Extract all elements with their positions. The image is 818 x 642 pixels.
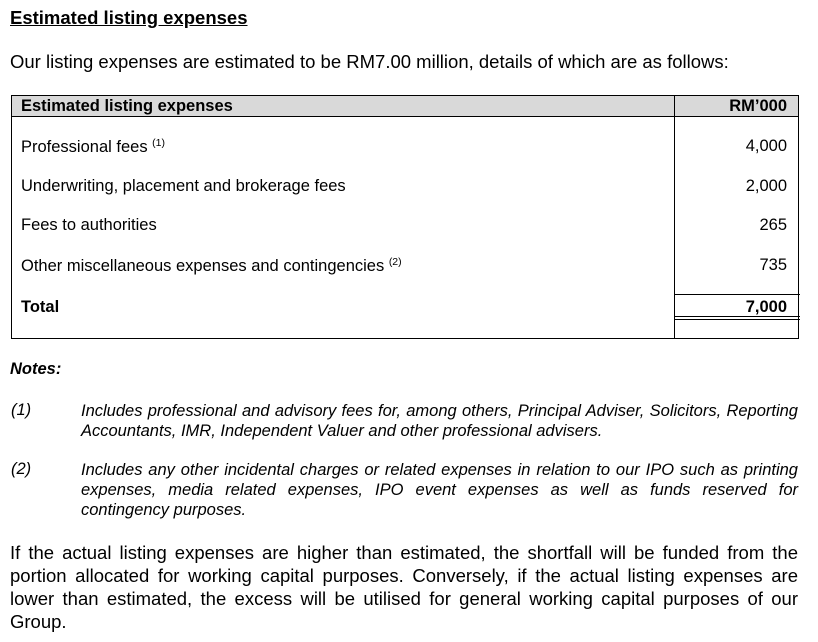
row-value: 735 <box>759 256 787 274</box>
note-ref: (1) <box>152 137 166 149</box>
row-value: 2,000 <box>745 177 787 195</box>
note-ref: (2) <box>388 256 402 268</box>
notes-title: Notes: <box>10 360 62 378</box>
total-label: Total <box>21 298 60 316</box>
note-text: Includes professional and advisory fees for, among others, Principal Adviser, Solicitors, Reporting Accountants, IMR, Independent Valuer and other professional advisers. <box>81 402 798 440</box>
total-double-rule-2 <box>674 319 800 320</box>
row-label: Underwriting, placement and brokerage fees <box>21 177 346 195</box>
section-heading: Estimated listing expenses <box>10 7 248 28</box>
header-label: Estimated listing expenses <box>21 97 233 115</box>
row-label: Fees to authorities <box>21 216 157 234</box>
header-unit: RM’000 <box>729 97 787 115</box>
column-divider <box>674 96 675 338</box>
closing-paragraph: If the actual listing expenses are higher than estimated, the shortfall will be funded from the portion allocated for working capital purposes. Conversely, if the actual listing expenses are lower than estimated, the excess will be utilised for general working capital purposes of our Group. <box>10 542 798 632</box>
row-label: Professional fees $^{(1)}$ <box>21 137 166 156</box>
note-text: Includes any other incidental charges or related expenses in relation to our IPO such as printing expenses, media related expenses, IPO event expenses as well as funds reserved for contingency purposes. <box>81 461 798 519</box>
row-label: Other miscellaneous expenses and contingencies $^{(2)}$ <box>21 256 402 275</box>
table-header <box>12 96 798 117</box>
total-double-rule-1 <box>674 316 800 317</box>
intro-paragraph: Our listing expenses are estimated to be RM7.00 million, details of which are as follows: <box>10 51 729 72</box>
row-value: 265 <box>759 216 787 234</box>
total-top-rule <box>674 294 800 295</box>
total-value: 7,000 <box>745 298 787 316</box>
expenses-table <box>11 95 799 339</box>
note-number: (1) <box>11 401 32 419</box>
note-number: (2) <box>11 460 32 478</box>
row-value: 4,000 <box>745 137 787 155</box>
